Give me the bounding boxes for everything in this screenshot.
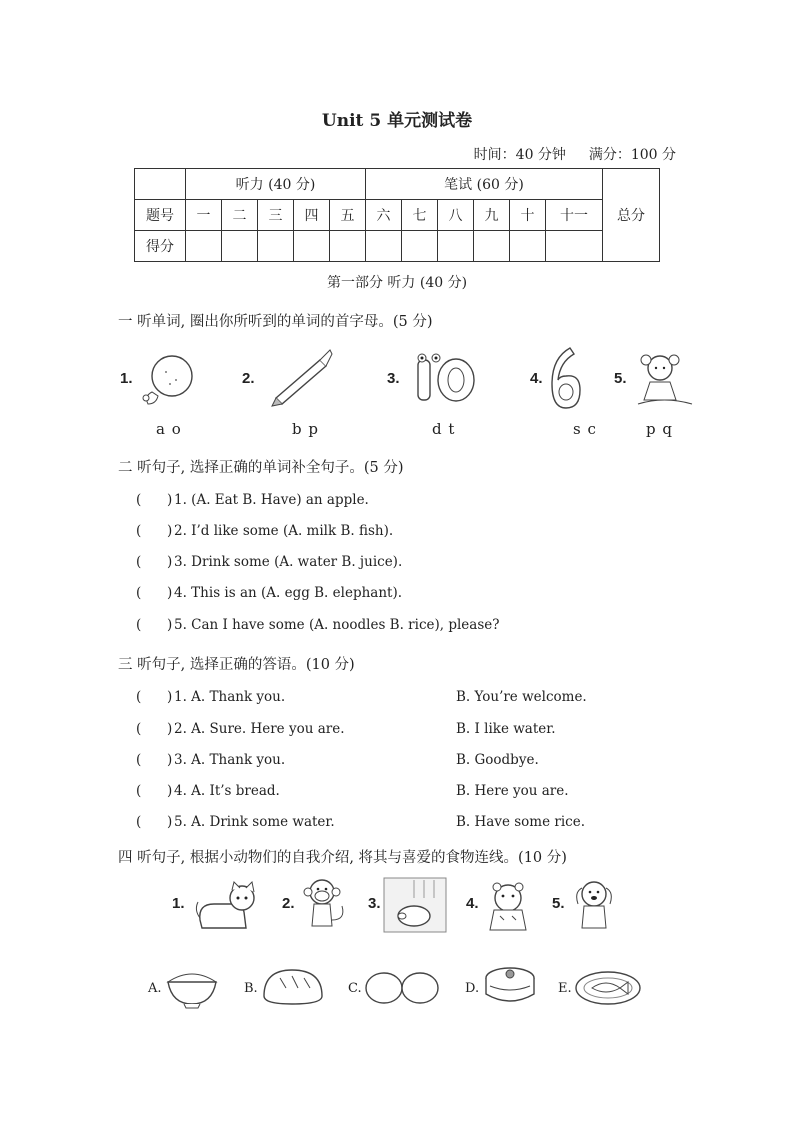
page-title: Unit 5 单元测试卷	[321, 111, 473, 131]
pen-icon	[268, 348, 338, 412]
question-number: 五	[330, 200, 366, 231]
score-cell[interactable]	[474, 231, 510, 262]
score-cell[interactable]	[186, 231, 222, 262]
answer-blank[interactable]: ( )	[136, 554, 173, 570]
question-number: 十一	[546, 200, 603, 231]
question-number: 四	[294, 200, 330, 231]
question-number: 七	[402, 200, 438, 231]
section3-heading: 三 听句子, 选择正确的答语。(10 分)	[118, 657, 355, 673]
row-label-score: 得分	[135, 231, 186, 262]
letter-choices[interactable]: p q	[646, 420, 673, 438]
number-ten-icon	[408, 350, 492, 406]
cat-icon[interactable]	[194, 880, 260, 936]
food-label: C.	[348, 981, 362, 996]
question-number: 一	[186, 200, 222, 231]
full-score: 满分：100 分	[588, 147, 676, 163]
answer-blank[interactable]: ( )	[136, 617, 173, 633]
answer-blank[interactable]: ( )	[136, 492, 173, 508]
question-row: ( ) 2. I’d like some (A. milk B. fish).	[136, 523, 394, 539]
option-b: B. Here you are.	[456, 783, 569, 799]
girl-icon	[634, 350, 694, 410]
option-b: B. I like water.	[456, 721, 556, 737]
writing-header: 笔试 (60 分)	[366, 169, 603, 200]
option-b: B. Have some rice.	[456, 814, 585, 830]
answer-blank[interactable]: ( )	[136, 689, 173, 705]
answer-blank[interactable]: ( )	[136, 814, 173, 830]
item-number: 1.	[172, 895, 185, 912]
option-b: B. Goodbye.	[456, 752, 539, 768]
table-corner	[135, 169, 186, 200]
item-number: 4.	[466, 895, 479, 912]
question-row: ( ) 3. Drink some (A. water B. juice).	[136, 554, 403, 570]
question-number: 六	[366, 200, 402, 231]
section4-heading: 四 听句子, 根据小动物们的自我介绍, 将其与喜爱的食物连线。(10 分)	[118, 850, 567, 866]
exam-meta	[474, 144, 676, 164]
number-six-icon	[546, 344, 586, 414]
score-table	[134, 168, 660, 262]
score-cell[interactable]	[438, 231, 474, 262]
row-label-number: 题号	[135, 200, 186, 231]
letter-choices[interactable]: s c	[573, 420, 597, 438]
question-number: 九	[474, 200, 510, 231]
letter-choices[interactable]: d t	[432, 420, 456, 438]
listening-header: 听力 (40 分)	[186, 169, 366, 200]
letter-choices[interactable]: a o	[156, 420, 182, 438]
bread-icon[interactable]	[260, 966, 326, 1006]
item-number: 5.	[552, 895, 565, 912]
section2-heading: 二 听句子, 选择正确的单词补全句子。(5 分)	[118, 460, 404, 476]
question-row: ( ) 5. Can I have some (A. noodles B. rice), please?	[136, 617, 500, 633]
food-label: A.	[148, 981, 162, 996]
score-cell[interactable]	[258, 231, 294, 262]
question-row: ( ) 1. (A. Eat B. Have) an apple.	[136, 492, 369, 508]
pig-icon[interactable]	[384, 878, 448, 934]
answer-blank[interactable]: ( )	[136, 721, 173, 737]
total-header: 总分	[603, 169, 660, 262]
tiger-icon[interactable]	[482, 880, 538, 936]
question-row: ( ) 2. A. Sure. Here you are.	[136, 721, 345, 737]
cake-icon[interactable]	[482, 962, 538, 1008]
dog-icon[interactable]	[572, 878, 618, 936]
answer-blank[interactable]: ( )	[136, 783, 173, 799]
section1-heading: 一 听单词, 圈出你所听到的单词的首字母。(5 分)	[118, 314, 433, 330]
score-cell[interactable]	[402, 231, 438, 262]
orange-icon	[138, 352, 208, 408]
food-label: E.	[558, 981, 572, 996]
item-number: 5.	[614, 370, 627, 387]
score-cell[interactable]	[330, 231, 366, 262]
question-row: ( ) 4. This is an (A. egg B. elephant).	[136, 585, 403, 601]
item-number: 2.	[242, 370, 255, 387]
part-title: 第一部分 听力 (40 分)	[326, 275, 468, 291]
question-row: ( ) 4. A. It’s bread.	[136, 783, 280, 799]
question-row: ( ) 3. A. Thank you.	[136, 752, 286, 768]
time-limit: 时间：40 分钟	[473, 147, 566, 163]
rice-bowl-icon[interactable]	[164, 966, 220, 1008]
question-number: 三	[258, 200, 294, 231]
score-cell[interactable]	[366, 231, 402, 262]
score-cell[interactable]	[546, 231, 603, 262]
item-number: 1.	[120, 370, 133, 387]
food-label: B.	[244, 981, 258, 996]
score-cell[interactable]	[294, 231, 330, 262]
question-number: 十	[510, 200, 546, 231]
item-number: 4.	[530, 370, 543, 387]
fish-plate-icon[interactable]	[574, 966, 644, 1008]
question-row: ( ) 1. A. Thank you.	[136, 689, 286, 705]
score-cell[interactable]	[222, 231, 258, 262]
item-number: 3.	[387, 370, 400, 387]
score-cell[interactable]	[510, 231, 546, 262]
food-label: D.	[465, 981, 480, 996]
question-number: 八	[438, 200, 474, 231]
letter-choices[interactable]: b p	[292, 420, 319, 438]
item-number: 3.	[368, 895, 381, 912]
eggs-icon[interactable]	[364, 970, 444, 1006]
answer-blank[interactable]: ( )	[136, 752, 173, 768]
question-row: ( ) 5. A. Drink some water.	[136, 814, 335, 830]
answer-blank[interactable]: ( )	[136, 585, 173, 601]
monkey-icon[interactable]	[302, 876, 348, 936]
question-number: 二	[222, 200, 258, 231]
item-number: 2.	[282, 895, 295, 912]
answer-blank[interactable]: ( )	[136, 523, 173, 539]
option-b: B. You’re welcome.	[456, 689, 587, 705]
